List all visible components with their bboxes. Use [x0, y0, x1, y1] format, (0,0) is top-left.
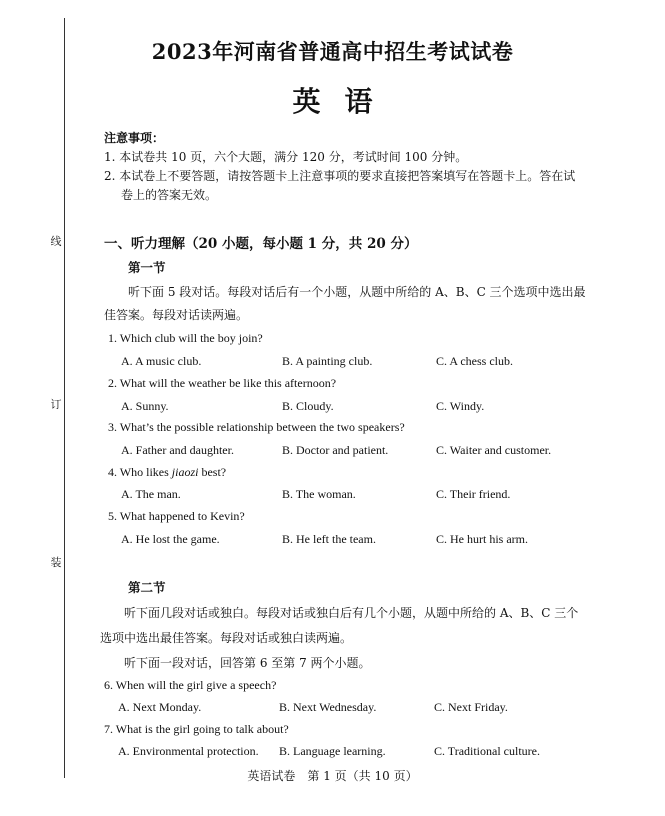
binding-mark-zhuang: 装	[50, 556, 62, 569]
q2-option-b: B. Cloudy.	[282, 399, 334, 413]
part1-instruction-line2: 佳答案。每段对话读两遍。	[104, 308, 249, 322]
section-heading-listening: 一、听力理解（20 小题，每小题 1 分，共 20 分）	[104, 236, 418, 252]
q3-option-c: C. Waiter and customer.	[436, 443, 552, 457]
q2-option-a: A. Sunny.	[121, 399, 169, 413]
question-6: 6. When will the girl give a speech?	[104, 678, 277, 692]
q6-option-a: A. Next Monday.	[118, 700, 202, 714]
q1-option-b: B. A painting club.	[282, 354, 373, 368]
q7-option-b: B. Language learning.	[279, 744, 386, 758]
question-5: 5. What happened to Kevin?	[108, 509, 245, 523]
part1-instruction-line1: 听下面 5 段对话。每段对话后有一个小题，从题中所给的 A、B、C 三个选项中选出最	[128, 285, 586, 299]
binding-mark-xian: 线	[50, 235, 62, 248]
note-item-2-cont: 卷上的答案无效。	[121, 188, 218, 202]
binding-line	[64, 18, 65, 778]
part1-heading: 第一节	[128, 260, 166, 275]
note-item-1: 1. 本试卷共 10 页，六个大题，满分 120 分，考试时间 100 分钟。	[104, 150, 468, 164]
q2-option-c: C. Windy.	[436, 399, 485, 413]
part2-instruction-line1: 听下面几段对话或独白。每段对话或独白后有几个小题，从题中所给的 A、B、C 三个	[124, 606, 579, 620]
q5-option-c: C. He hurt his arm.	[436, 532, 528, 546]
note-item-2: 2. 本试卷上不要答题，请按答题卡上注意事项的要求直接把答案填写在答题卡上。答在试	[104, 169, 576, 183]
part2-instruction-line2: 选项中选出最佳答案。每段对话或独白读两遍。	[100, 631, 353, 645]
subject-title: 英语	[292, 85, 397, 118]
q3-option-a: A. Father and daughter.	[121, 443, 234, 457]
binding-mark-ding: 订	[50, 398, 62, 411]
q4-option-b: B. The woman.	[282, 487, 356, 501]
notes-heading: 注意事项：	[104, 131, 165, 145]
q4-text-post: best?	[198, 465, 227, 479]
q7-option-c: C. Traditional culture.	[434, 744, 540, 758]
question-7: 7. What is the girl going to talk about?	[104, 722, 289, 736]
question-2: 2. What will the weather be like this afternoon?	[108, 376, 337, 390]
q5-option-b: B. He left the team.	[282, 532, 376, 546]
page-footer: 英语试卷 第 1 页（共 10 页）	[247, 769, 418, 783]
q1-option-c: C. A chess club.	[436, 354, 513, 368]
q3-option-b: B. Doctor and patient.	[282, 443, 389, 457]
question-3: 3. What’s the possible relationship between the two speakers?	[108, 420, 405, 434]
q7-option-a: A. Environmental protection.	[118, 744, 259, 758]
q4-option-c: C. Their friend.	[436, 487, 511, 501]
q5-option-a: A. He lost the game.	[121, 532, 220, 546]
q6-option-c: C. Next Friday.	[434, 700, 508, 714]
q6-option-b: B. Next Wednesday.	[279, 700, 377, 714]
question-1: 1. Which club will the boy join?	[108, 331, 263, 345]
q4-text-italic: jiaozi	[171, 465, 199, 479]
q1-option-a: A. A music club.	[121, 354, 202, 368]
exam-title: 2023年河南省普通高中招生考试试卷	[151, 39, 514, 64]
question-4	[108, 465, 226, 480]
q4-option-a: A. The man.	[121, 487, 181, 501]
part2-heading: 第二节	[128, 580, 166, 595]
q4-text-pre: 4. Who likes	[108, 465, 172, 479]
part2-sub-instruction: 听下面一段对话，回答第 6 至第 7 两个小题。	[124, 656, 371, 670]
